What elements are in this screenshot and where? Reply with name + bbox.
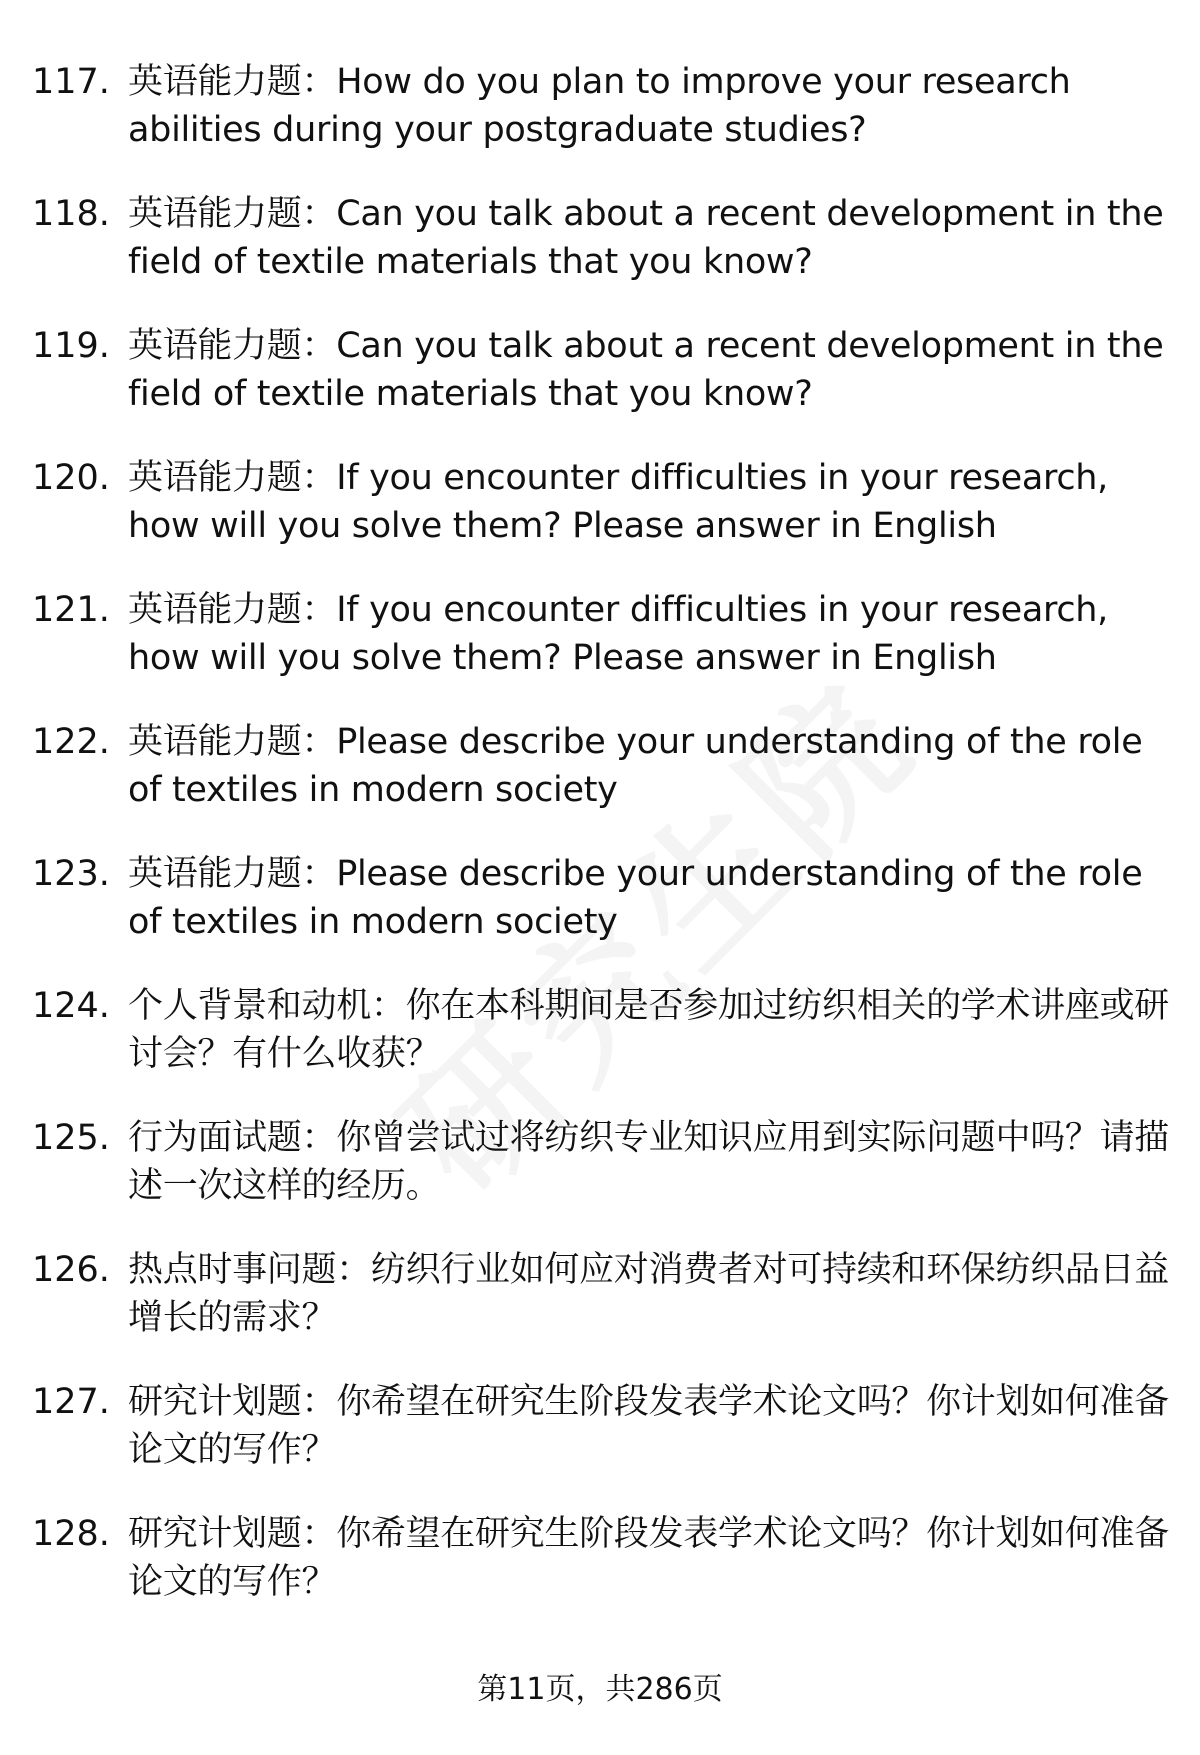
question-item-121 (0, 586, 1200, 718)
question-list (0, 58, 1200, 1642)
question-text: 热点时事问题：纺织行业如何应对消费者对可持续和环保纺织品日益增长的需求？ (128, 1250, 1170, 1338)
question-text: 研究计划题：你希望在研究生阶段发表学术论文吗？你计划如何准备论文的写作？ (128, 1514, 1170, 1602)
question-number: 119. (32, 326, 110, 366)
question-number: 128. (32, 1514, 110, 1554)
question-item-127 (0, 1378, 1200, 1510)
question-number: 125. (32, 1118, 110, 1158)
question-item-118 (0, 190, 1200, 322)
question-text: 英语能力题：Can you talk about a recent development in the field of textile materials that you know? (128, 194, 1164, 282)
question-text: 个人背景和动机：你在本科期间是否参加过纺织相关的学术讲座或研讨会？有什么收获？ (128, 986, 1170, 1074)
question-text: 英语能力题：Can you talk about a recent development in the field of textile materials that you know? (128, 326, 1164, 414)
page-indicator: 第11页，共286页 (477, 1672, 723, 1707)
question-item-126 (0, 1246, 1200, 1378)
question-text: 英语能力题：How do you plan to improve your research abilities during your postgraduate studies? (128, 62, 1071, 150)
question-text: 行为面试题：你曾尝试过将纺织专业知识应用到实际问题中吗？请描述一次这样的经历。 (128, 1118, 1170, 1206)
question-number: 124. (32, 986, 110, 1026)
question-item-122 (0, 718, 1200, 850)
question-text: 英语能力题：Please describe your understanding of the role of textiles in modern society (128, 722, 1143, 810)
question-number: 126. (32, 1250, 110, 1290)
question-text: 英语能力题：Please describe your understanding of the role of textiles in modern society (128, 854, 1143, 942)
question-item-120 (0, 454, 1200, 586)
question-text: 英语能力题：If you encounter difficulties in your research, how will you solve them? Please answer in English (128, 458, 1109, 546)
question-item-119 (0, 322, 1200, 454)
question-item-123 (0, 850, 1200, 982)
question-number: 122. (32, 722, 110, 762)
question-item-128 (0, 1510, 1200, 1642)
question-item-124 (0, 982, 1200, 1114)
question-number: 120. (32, 458, 110, 498)
question-number: 117. (32, 62, 110, 102)
question-text: 英语能力题：If you encounter difficulties in your research, how will you solve them? Please answer in English (128, 590, 1109, 678)
question-number: 123. (32, 854, 110, 894)
question-item-117 (0, 58, 1200, 190)
question-text: 研究计划题：你希望在研究生阶段发表学术论文吗？你计划如何准备论文的写作？ (128, 1382, 1170, 1470)
question-number: 118. (32, 194, 110, 234)
question-number: 127. (32, 1382, 110, 1422)
question-item-125 (0, 1114, 1200, 1246)
question-number: 121. (32, 590, 110, 630)
